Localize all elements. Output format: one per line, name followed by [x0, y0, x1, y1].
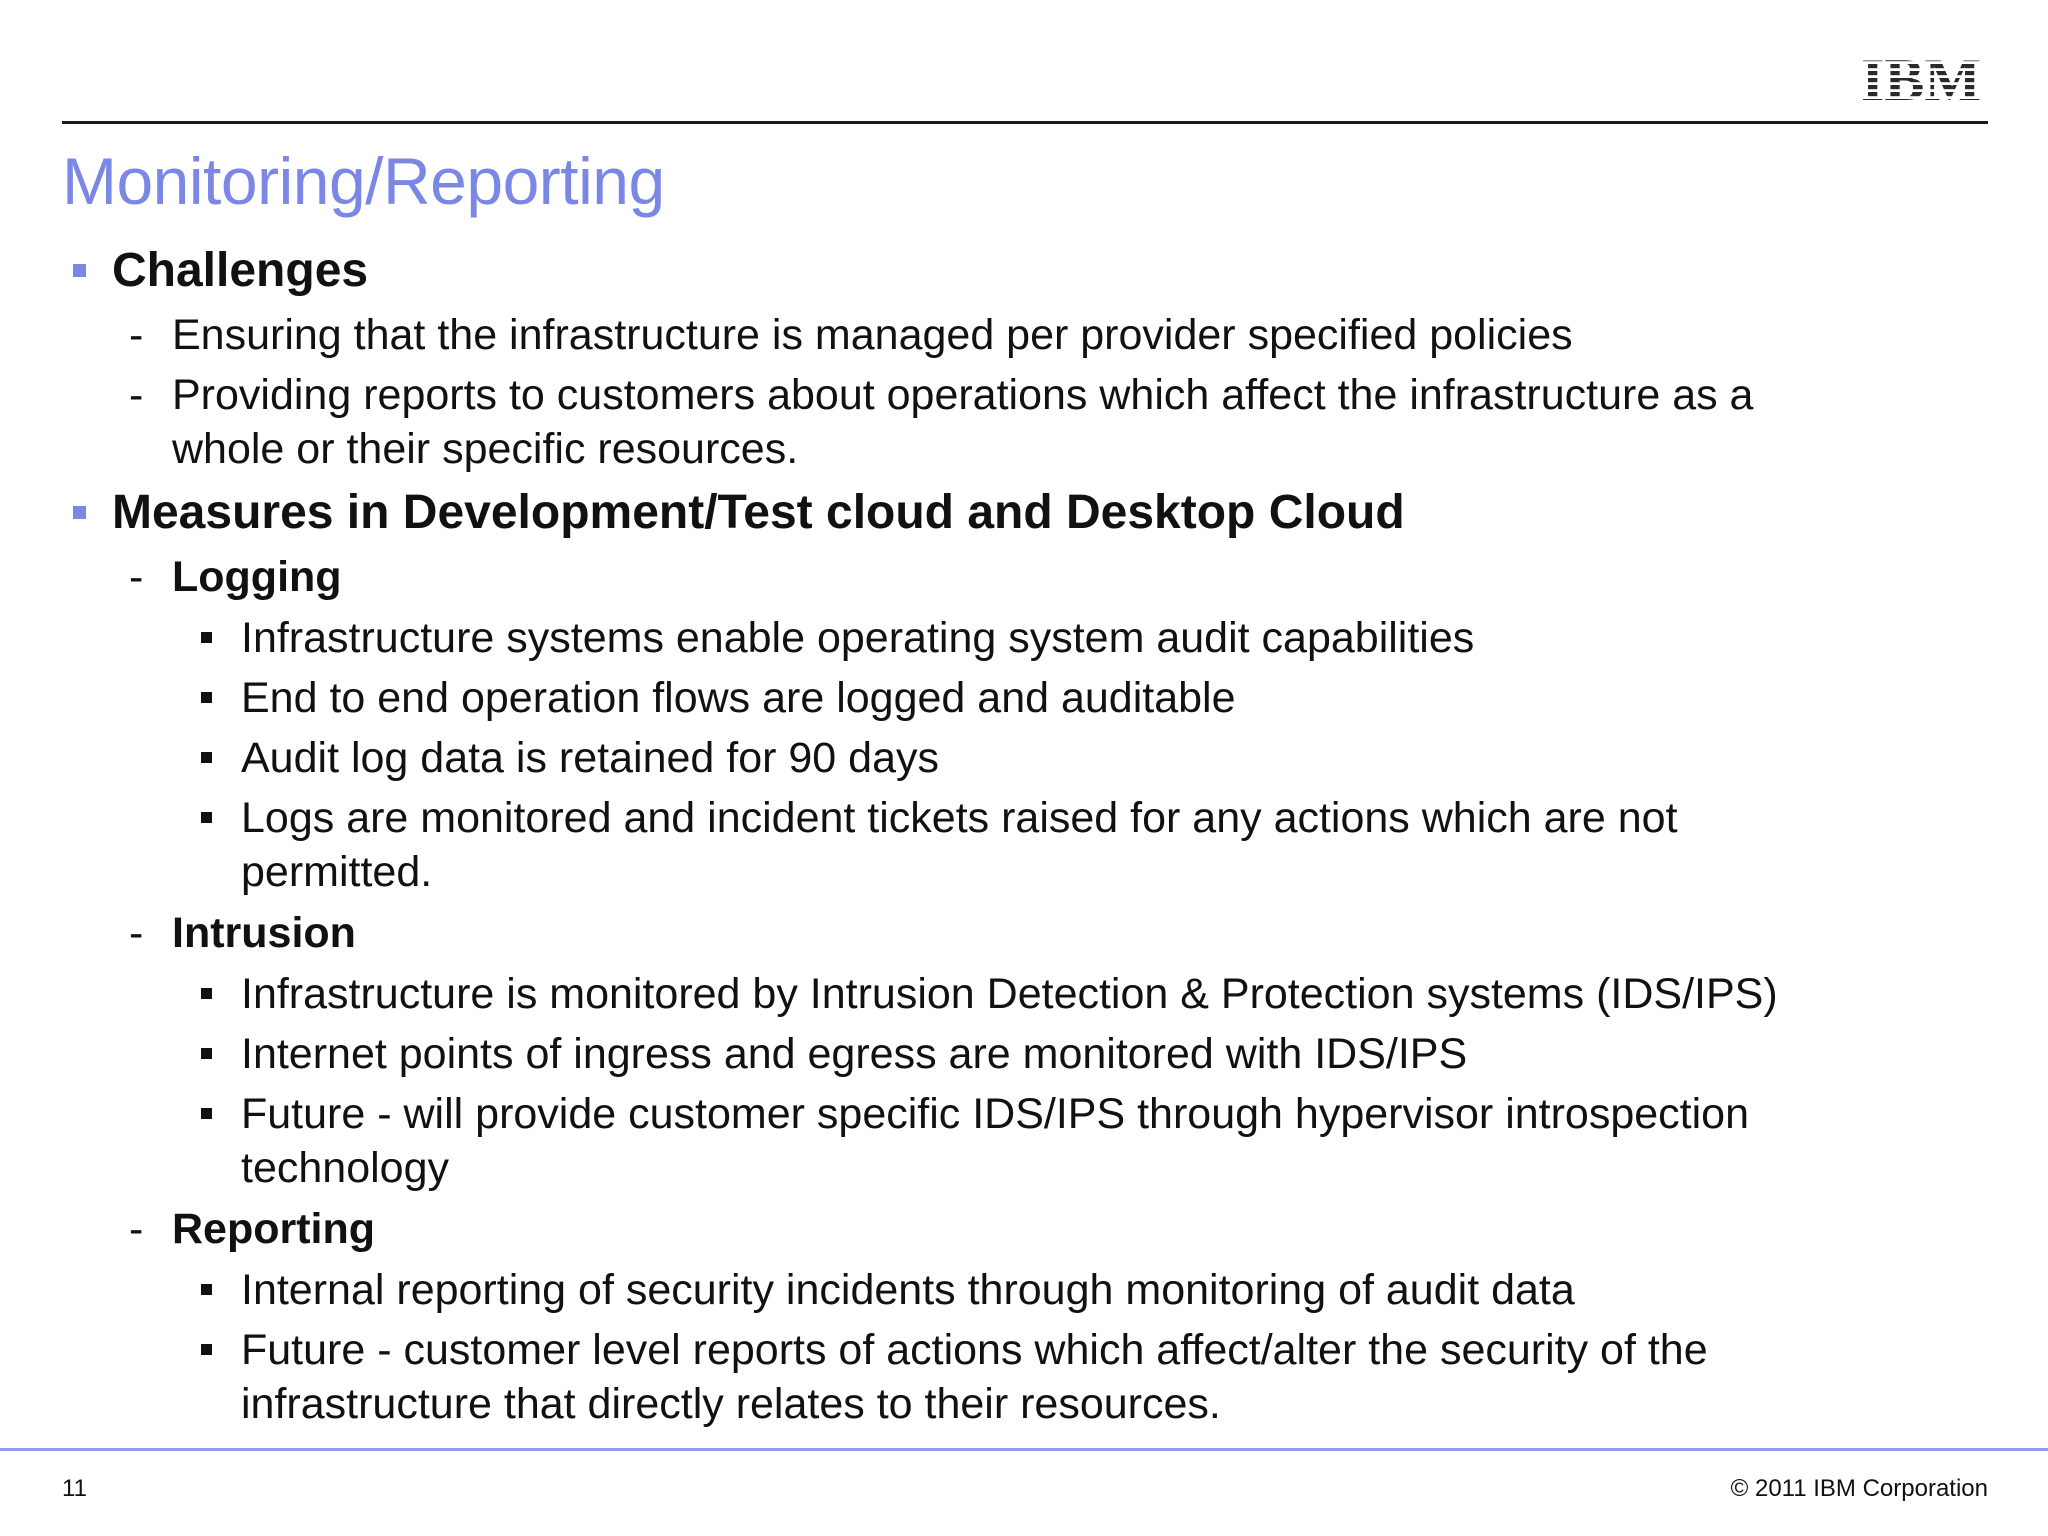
svg-text:IBM: IBM: [1861, 50, 1981, 106]
copyright-notice: © 2011 IBM Corporation: [1730, 1475, 1988, 1502]
bullet-square-icon: [201, 1048, 212, 1059]
challenges-item-continued: whole or their specific resources.: [172, 425, 799, 473]
intrusion-heading: Intrusion: [172, 909, 356, 957]
footer-divider: [0, 1448, 2048, 1451]
intrusion-item-continued: technology: [241, 1144, 449, 1192]
reporting-item-continued: infrastructure that directly relates to their resources.: [241, 1380, 1221, 1428]
ibm-logo: [1855, 50, 1988, 106]
reporting-item: Future - customer level reports of actions which affect/alter the security of the: [241, 1326, 1708, 1374]
reporting-heading: Reporting: [172, 1205, 376, 1253]
slide-title: Monitoring/Reporting: [62, 144, 665, 218]
dash-icon: -: [129, 311, 144, 359]
logging-item: Infrastructure systems enable operating system audit capabilities: [241, 614, 1475, 662]
measures-heading: Measures in Development/Test cloud and Desktop Cloud: [112, 486, 1405, 539]
reporting-item: Internal reporting of security incidents through monitoring of audit data: [241, 1266, 1575, 1314]
logging-item-continued: permitted.: [241, 848, 433, 896]
dash-icon: -: [129, 553, 144, 601]
logging-item: Logs are monitored and incident tickets raised for any actions which are not: [241, 794, 1678, 842]
bullet-square-icon: [201, 1284, 212, 1295]
intrusion-item: Infrastructure is monitored by Intrusion Detection & Protection systems (IDS/IPS): [241, 970, 1778, 1018]
dash-icon: -: [129, 371, 144, 419]
challenges-item: Providing reports to customers about operations which affect the infrastructure as a: [172, 371, 1754, 419]
intrusion-item: Future - will provide customer specific IDS/IPS through hypervisor introspection: [241, 1090, 1750, 1138]
bullet-square-icon: [73, 264, 86, 277]
bullet-square-icon: [73, 506, 86, 519]
bullet-square-icon: [201, 1108, 212, 1119]
logging-item: Audit log data is retained for 90 days: [241, 734, 939, 782]
dash-icon: -: [129, 909, 144, 957]
challenges-heading: Challenges: [112, 244, 369, 297]
bullet-square-icon: [201, 692, 212, 703]
dash-icon: -: [129, 1205, 144, 1253]
logging-heading: Logging: [172, 553, 342, 601]
bullet-square-icon: [201, 1344, 212, 1355]
bullet-square-icon: [201, 752, 212, 763]
bullet-square-icon: [201, 812, 212, 823]
logging-item: End to end operation flows are logged and auditable: [241, 674, 1236, 722]
bullet-square-icon: [201, 632, 212, 643]
challenges-item: Ensuring that the infrastructure is managed per provider specified policies: [172, 311, 1573, 359]
bullet-square-icon: [201, 988, 212, 999]
header-divider: [62, 121, 1988, 124]
page-number: 11: [62, 1475, 87, 1502]
intrusion-item: Internet points of ingress and egress are monitored with IDS/IPS: [241, 1030, 1468, 1078]
